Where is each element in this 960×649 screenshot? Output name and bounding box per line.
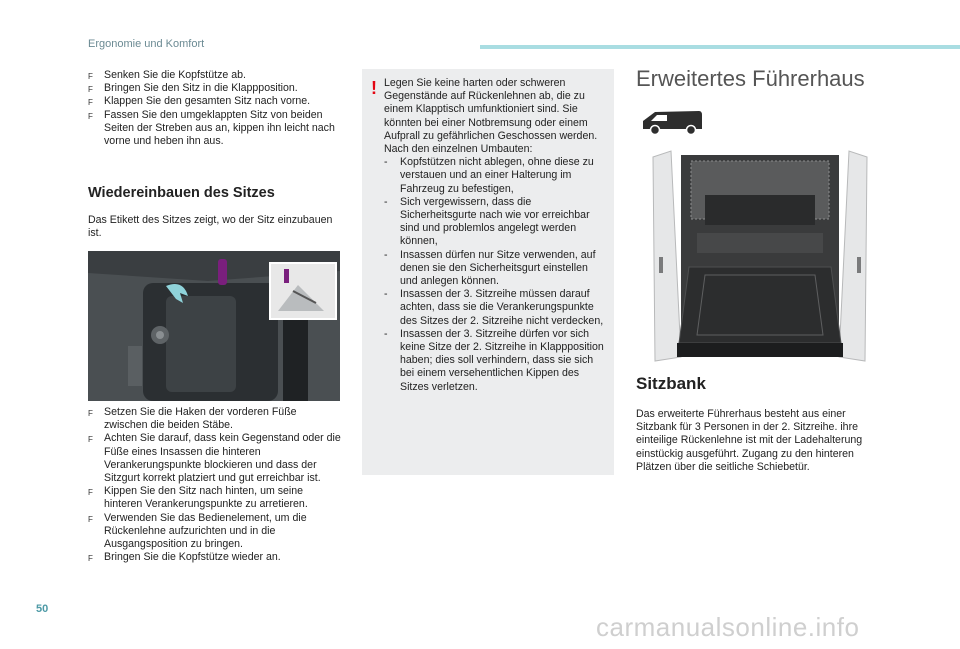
warning-lead: Nach den einzelnen Umbauten: [384,143,533,156]
steps-remove-list-container [88,69,343,148]
bullet-icon: F [88,98,93,108]
sitzbank-text: Das erweiterte Führerhaus besteht aus einer Sitzbank für 3 Personen in der 2. Sitzreihe. ihre einteilige Rückenlehne ist mit der Ladehalterung einstückig ausgeführt. Zugang zu den hinteren Plätzen über die seitliche Schiebetür. [636,408,863,473]
warning-text [384,77,608,394]
list-item: F Verwenden Sie das Bedienelement, um die Rückenlehne aufzurichten und in die Ausgangsposition zu bringen. [88,511,307,551]
van-icon [641,107,703,135]
list-item: F Klappen Sie den gesamten Sitz nach vorne. [88,95,343,108]
list-item: - Insassen der 3. Sitzreihe dürfen vor sich keine Sitze der 2. Sitzreihe in Klappposition haben; dies soll verhindern, dass sie sich bei einem versehentlichen Kippen des Sitzes verletzen. [384,327,604,393]
list-item: F Bringen Sie den Sitz in die Klappposition. [88,82,343,95]
section-header: Ergonomie und Komfort [88,38,205,50]
section-title: Erweitertes Führerhaus [636,66,865,91]
warning-icon: ! [371,78,377,98]
watermark: carmanualsonline.info [596,612,860,642]
bullet-icon: F [88,72,93,81]
header-accent-bar [480,45,960,49]
page-number: 50 [36,603,49,615]
seat-label-illustration [88,251,340,401]
bullet-icon: F [88,488,93,498]
list-item: F Kippen Sie den Sitz nach hinten, um seine hinteren Verankerungspunkte zu arretieren. [88,485,308,511]
reinstall-intro: Das Etikett des Sitzes zeigt, wo der Sitz einzubauen ist. [88,214,333,240]
bullet-icon: F [88,85,93,95]
list-item: - Kopfstützen nicht ablegen, ohne diese zu verstauen und an einer Halterung im Fahrzeug zu befestigen, [384,156,594,195]
warning-box [362,69,614,475]
warning-list [384,156,608,394]
bullet-icon: F [88,435,93,445]
list-item: - Insassen dürfen nur Sitze verwenden, auf denen sie den Sicherheitsgurt einstellen und anlegen können. [384,248,596,288]
warning-intro: Legen Sie keine harten oder schweren Gegenstände auf Rückenlehnen ab, die zu einem Klapptisch umfunktioniert sind. Sie könnten bei einer Notbremsung oder einem Aufprall zu gefährlichen Geschossen werden. [384,77,598,142]
list-item: - Insassen der 3. Sitzreihe müssen darauf achten, dass sie die Verankerungspunkte des Sitzes der 2. Sitzreihe nicht verdecken, [384,288,604,327]
bullet-icon: F [88,554,93,564]
reinstall-heading: Wiedereinbauen des Sitzes [88,185,275,201]
steps-reinstall-list-container [88,406,343,564]
list-item: F Setzen Sie die Haken der vorderen Füße zwischen die beiden Stäbe. [88,406,297,432]
cargo-area-photo [641,147,879,365]
list-item: F Achten Sie darauf, dass kein Gegenstand oder die Füße eines Insassen die hinteren Verankerungspunkte blockieren und dass der Sitzgurt korrekt platziert und gut erreichbar ist. [88,432,341,485]
bullet-icon: F [88,514,93,524]
list-item: F Senken Sie die Kopfstütze ab. [88,69,343,82]
list-item: - Sich vergewissern, dass die Sicherheitsgurte nach wie vor erreichbar sind und problemlos angelegt werden können, [384,195,590,248]
list-item: F Fassen Sie den umgeklappten Sitz von beiden Seiten der Streben aus an, kippen ihn leicht nach vorne und heben ihn aus. [88,108,335,148]
sitzbank-heading: Sitzbank [636,374,706,393]
steps-reinstall-list [88,406,343,564]
bullet-icon: F [88,111,93,121]
steps-remove-list [88,69,343,148]
bullet-icon: F [88,409,93,418]
list-item: F Bringen Sie die Kopfstütze wieder an. [88,551,343,564]
